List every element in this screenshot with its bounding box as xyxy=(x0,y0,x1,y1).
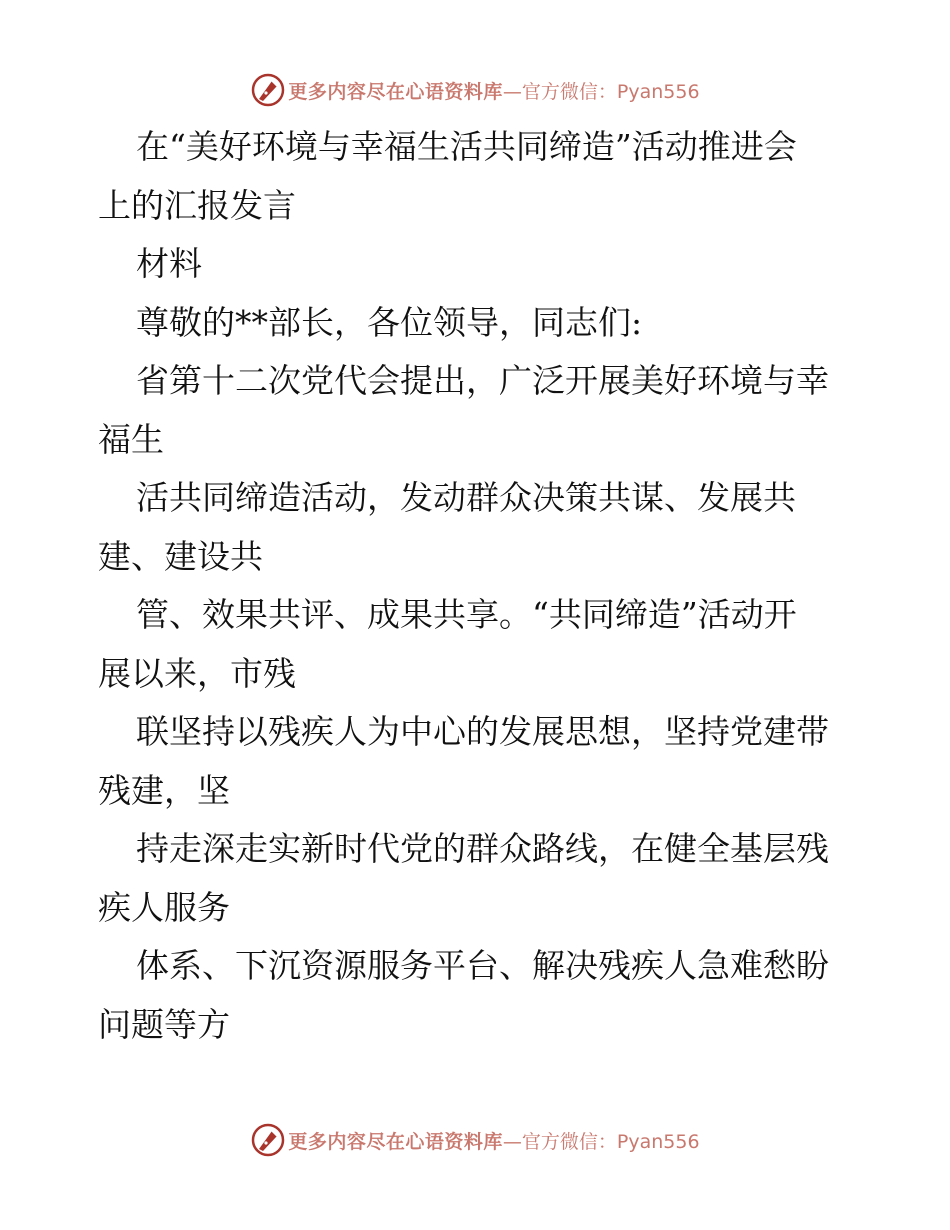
header-banner xyxy=(0,70,950,110)
salutation-line: 尊敬的**部长，各位领导，同志们: xyxy=(136,302,643,342)
title-line-2: 上的汇报发言 xyxy=(98,185,296,225)
footer-banner-wechat-text: —官方微信：Pyan556 xyxy=(502,1130,700,1153)
paragraph-line: 联坚持以残疾人为中心的发展思想，坚持党建带 xyxy=(136,712,829,751)
paragraph-line: 管、效果共评、成果共享。“共同缔造”活动开 xyxy=(136,595,797,634)
header-banner-wechat-text: —官方微信：Pyan556 xyxy=(502,80,700,103)
paragraph-line: 残建，坚 xyxy=(98,770,230,810)
title-line-1: 在“美好环境与幸福生活共同缔造”活动推进会 xyxy=(136,127,797,166)
paragraph-line: 体系、下沉资源服务平台、解决残疾人急难愁盼 xyxy=(136,946,829,985)
paragraph-line: 建、建设共 xyxy=(98,536,263,576)
pen-nib-logo-icon xyxy=(250,72,286,108)
paragraph-line: 问题等方 xyxy=(98,1004,230,1044)
header-banner-main-text: 更多内容尽在心语资料库 xyxy=(288,80,503,103)
paragraph-line: 材料 xyxy=(136,244,202,283)
paragraph-line: 活共同缔造活动，发动群众决策共谋、发展共 xyxy=(136,478,796,517)
paragraph-line: 展以来，市残 xyxy=(98,653,296,693)
footer-banner xyxy=(0,1120,950,1160)
footer-banner-main-text: 更多内容尽在心语资料库 xyxy=(288,1130,503,1153)
paragraph-line: 福生 xyxy=(98,419,164,459)
paragraph-line: 疾人服务 xyxy=(98,887,230,927)
document-body xyxy=(98,118,858,1054)
paragraph-line: 省第十二次党代会提出，广泛开展美好环境与幸 xyxy=(136,361,829,400)
pen-nib-logo-icon xyxy=(250,1122,286,1158)
paragraph-line: 持走深走实新时代党的群众路线，在健全基层残 xyxy=(136,829,829,868)
